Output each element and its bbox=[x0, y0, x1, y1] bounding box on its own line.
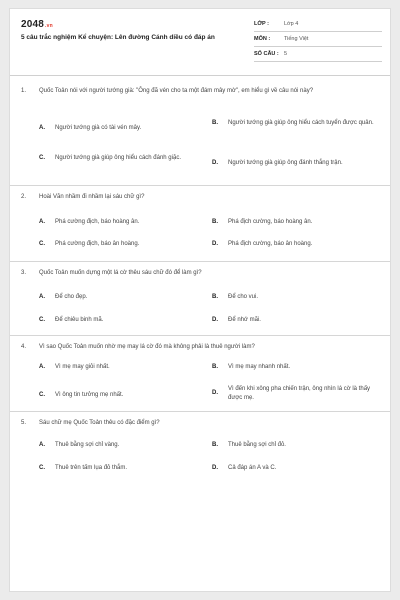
option-letter: C. bbox=[39, 392, 45, 398]
question-body: Vì sao Quốc Toản muốn nhờ mẹ may lá cờ đó mà không phải là thuê người làm? bbox=[39, 344, 255, 350]
option-letter: C. bbox=[39, 317, 45, 323]
document-header bbox=[10, 9, 390, 75]
option-d[interactable] bbox=[212, 316, 382, 325]
question-divider bbox=[10, 335, 390, 336]
option-text: Cả đáp án A và C. bbox=[228, 465, 277, 471]
option-c[interactable] bbox=[39, 240, 199, 249]
option-letter: D. bbox=[212, 241, 218, 247]
question-number: 2. bbox=[21, 194, 27, 200]
meta-value: Lớp 4 bbox=[284, 21, 299, 27]
document-page bbox=[9, 8, 391, 592]
option-c[interactable] bbox=[39, 391, 199, 400]
option-text: Người tướng già giúp ông đánh thắng trận. bbox=[228, 160, 343, 166]
question-divider bbox=[10, 411, 390, 412]
option-letter: D. bbox=[212, 390, 218, 397]
option-text: Vì mẹ may giỏi nhất. bbox=[55, 364, 110, 370]
question-number: 4. bbox=[21, 344, 27, 350]
option-b[interactable] bbox=[212, 441, 382, 450]
option-a[interactable] bbox=[39, 218, 199, 227]
question-text bbox=[21, 419, 381, 429]
question-body: Quốc Toản nói với người tướng già: "Ông đã vén cho ta một đám mây mờ", em hiểu gì về câu nói này? bbox=[39, 88, 314, 94]
option-letter: B. bbox=[212, 294, 218, 300]
question-body: Quốc Toản muốn dựng một lá cờ thêu sáu chữ đó để làm gì? bbox=[39, 270, 202, 276]
question-divider bbox=[10, 261, 390, 262]
option-text: Thuê bằng sợi chỉ vàng. bbox=[55, 442, 120, 448]
option-text: Người tướng già giúp ông hiểu cách tuyển được quân. bbox=[228, 120, 374, 126]
meta-row-count bbox=[254, 47, 382, 62]
option-letter: A. bbox=[39, 294, 45, 300]
option-letter: B. bbox=[212, 364, 218, 370]
option-letter: B. bbox=[212, 120, 218, 126]
site-logo[interactable] bbox=[21, 19, 53, 30]
option-letter: A. bbox=[39, 219, 45, 225]
option-text: Phá cường địch, báo hoàng ân. bbox=[55, 219, 140, 225]
meta-table bbox=[254, 17, 382, 62]
option-text: Phá địch cường, báo hoàng ân. bbox=[228, 219, 313, 225]
question-body: Sáu chữ mẹ Quốc Toản thêu có đặc điểm gì? bbox=[39, 420, 160, 426]
option-text: Người tướng già giúp ông hiểu cách đánh giặc. bbox=[55, 155, 181, 161]
question-number: 5. bbox=[21, 420, 27, 426]
meta-label: MÔN : bbox=[254, 36, 271, 42]
option-a[interactable] bbox=[39, 124, 199, 133]
header-divider bbox=[10, 75, 390, 76]
option-b[interactable] bbox=[212, 119, 382, 128]
option-c[interactable] bbox=[39, 316, 199, 325]
option-b[interactable] bbox=[212, 293, 382, 302]
logo-suffix: .vn bbox=[45, 23, 53, 29]
option-b[interactable] bbox=[212, 218, 382, 227]
meta-label: LỚP : bbox=[254, 21, 269, 27]
question-text bbox=[21, 193, 381, 203]
option-letter: B. bbox=[212, 219, 218, 225]
option-a[interactable] bbox=[39, 293, 199, 302]
option-c[interactable] bbox=[39, 154, 199, 163]
question-divider bbox=[10, 185, 390, 186]
option-text: Để cho đẹp. bbox=[55, 294, 88, 300]
option-text: Để cho vui. bbox=[228, 294, 259, 300]
option-text: Vì đến khi xông pha chiến trận, ông nhìn lá cờ là thấy được mẹ. bbox=[228, 386, 371, 401]
logo-text: 2048 bbox=[21, 19, 45, 30]
question-body: Hoài Văn nhầm đi nhầm lại sáu chữ gì? bbox=[39, 194, 145, 200]
option-c[interactable] bbox=[39, 464, 199, 473]
option-text: Phá địch cường, báo ân hoàng. bbox=[228, 241, 313, 247]
option-d[interactable] bbox=[212, 464, 382, 473]
question-number: 1. bbox=[21, 88, 27, 94]
option-letter: D. bbox=[212, 465, 218, 471]
option-text: Để nhớ mãi. bbox=[228, 317, 261, 323]
option-d[interactable] bbox=[212, 240, 382, 249]
option-letter: A. bbox=[39, 125, 45, 131]
option-text: Vì mẹ may nhanh nhất. bbox=[228, 364, 291, 370]
option-text: Người tướng già có tài vén mây. bbox=[55, 125, 142, 131]
option-letter: B. bbox=[212, 442, 218, 448]
question-number: 3. bbox=[21, 270, 27, 276]
option-d[interactable] bbox=[212, 159, 382, 168]
option-text: Thuê trên tấm lụa đỏ thắm. bbox=[55, 465, 128, 471]
option-text: Thuê bằng sợi chỉ đỏ. bbox=[228, 442, 286, 448]
option-letter: A. bbox=[39, 364, 45, 370]
meta-value: 5 bbox=[284, 51, 288, 57]
question-text bbox=[21, 87, 381, 97]
option-text: Phá cường địch, báo ân hoàng. bbox=[55, 241, 140, 247]
document-title: 5 câu trắc nghiệm Kể chuyện: Lên đường Cánh diều có đáp án bbox=[21, 34, 215, 41]
option-b[interactable] bbox=[212, 363, 382, 372]
option-a[interactable] bbox=[39, 441, 199, 450]
option-d[interactable] bbox=[212, 385, 382, 402]
option-letter: D. bbox=[212, 160, 218, 166]
option-letter: C. bbox=[39, 465, 45, 471]
meta-row-class bbox=[254, 17, 382, 32]
option-text: Vì ông tin tưởng mẹ nhất. bbox=[55, 392, 124, 398]
option-a[interactable] bbox=[39, 363, 199, 372]
meta-row-subject bbox=[254, 32, 382, 47]
meta-value: Tiếng Việt bbox=[284, 36, 309, 42]
option-letter: C. bbox=[39, 155, 45, 161]
meta-label: SỐ CÂU : bbox=[254, 51, 279, 57]
option-letter: A. bbox=[39, 442, 45, 448]
option-letter: D. bbox=[212, 317, 218, 323]
option-letter: C. bbox=[39, 241, 45, 247]
option-text: Để chiêu binh mã. bbox=[55, 317, 104, 323]
question-text bbox=[21, 343, 381, 353]
question-text bbox=[21, 269, 381, 279]
